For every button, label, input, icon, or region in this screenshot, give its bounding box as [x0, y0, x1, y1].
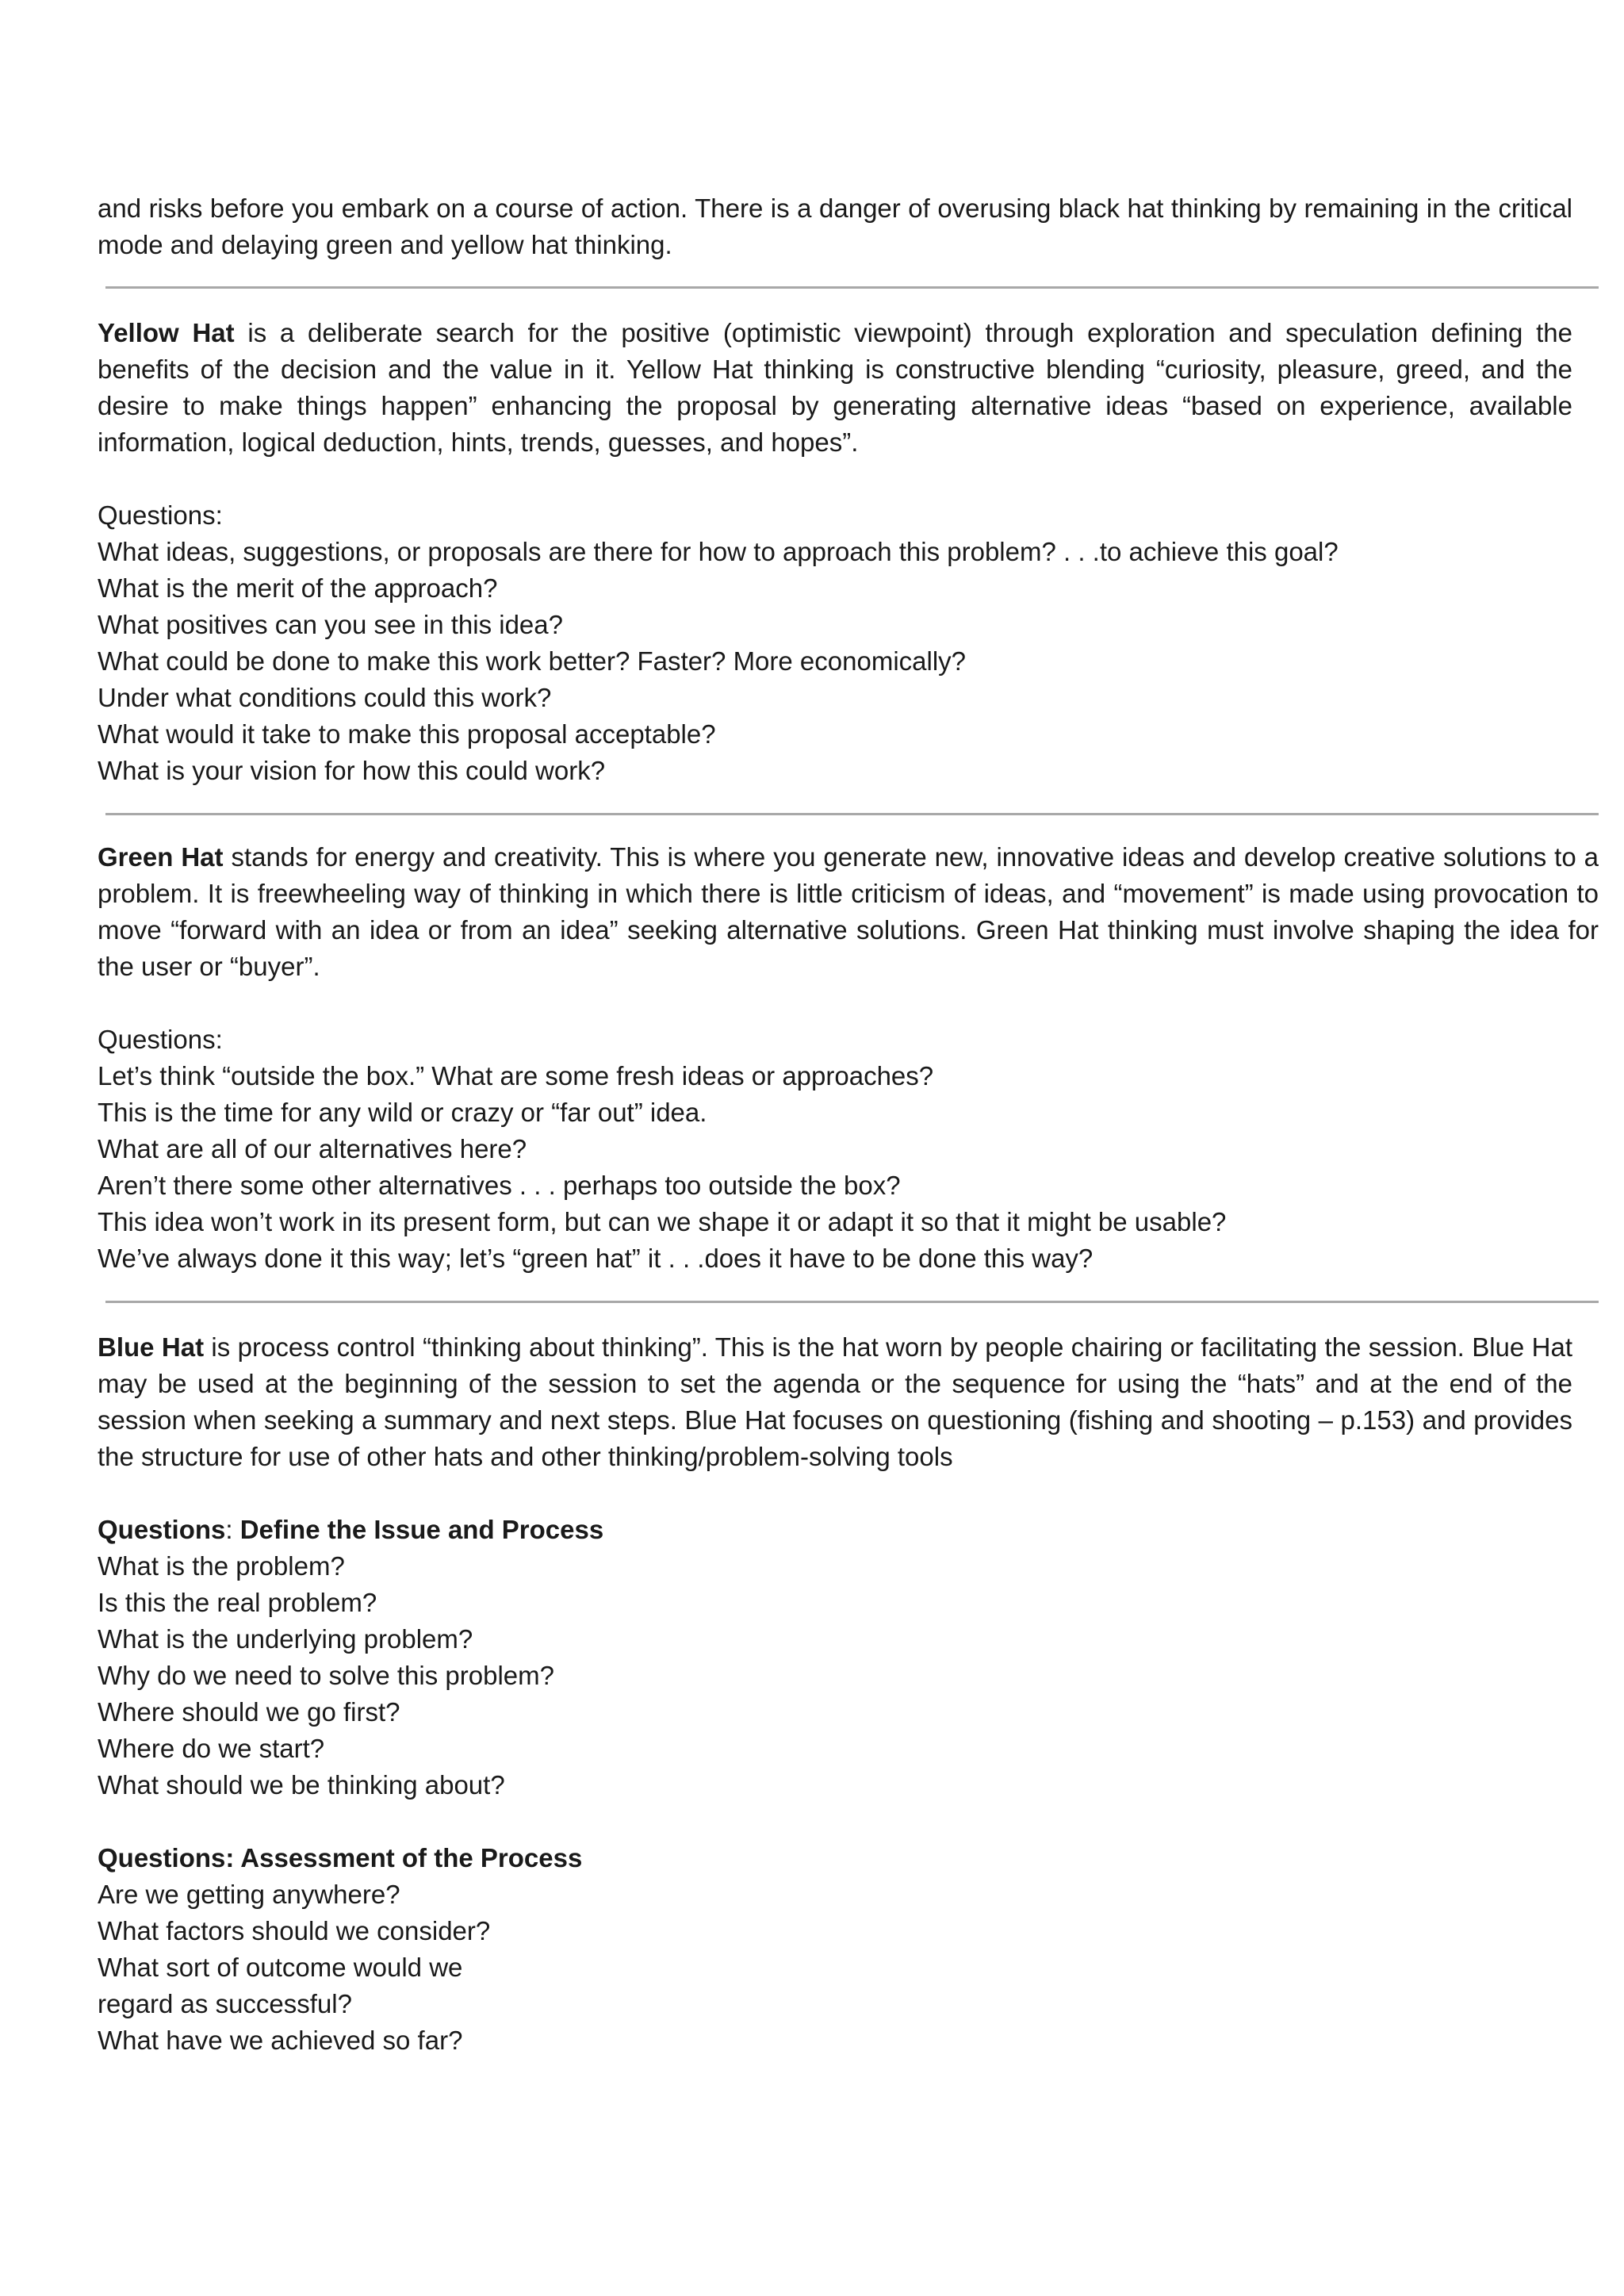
yellow-hat-description: is a deliberate search for the positive (optimistic viewpoint) through exploration and speculation defining the benefits of the decision and the value in it. Yellow Hat thinking is constructive blending “curiosity, pleasure, greed, and the desire to make things happen” enhancing the proposal by generating alternative ideas “based on experience, available information, logical deduction, hints, trends, guesses, and hopes”.: [98, 318, 1572, 457]
list-item: Where do we start?: [98, 1734, 325, 1763]
blue-hat-paragraph: [98, 1329, 1572, 1475]
list-item: This is the time for any wild or crazy or “far out” idea.: [98, 1098, 707, 1127]
list-item: What could be done to make this work better? Faster? More economically?: [98, 646, 967, 676]
section-divider: [105, 1301, 1599, 1303]
yellow-questions-list: [98, 534, 1572, 789]
section-divider: [105, 813, 1599, 815]
list-item: We’ve always done it this way; let’s “green hat” it . . .does it have to be done this way?: [98, 1244, 1094, 1273]
list-item: What sort of outcome would we: [98, 1953, 463, 1982]
list-item: What would it take to make this proposal acceptable?: [98, 719, 716, 749]
list-item: What ideas, suggestions, or proposals are there for how to approach this problem? . . .to achieve this goal?: [98, 537, 1339, 566]
list-item: What should we be thinking about?: [98, 1770, 505, 1800]
yellow-hat-paragraph: [98, 315, 1572, 461]
green-hat-term: Green Hat: [98, 842, 224, 872]
list-item: What is the problem?: [98, 1551, 345, 1581]
section-divider: [105, 286, 1599, 289]
blue-section1-heading: [98, 1512, 1572, 1548]
blue-section1-questions-list: [98, 1548, 1572, 1803]
blue-section2-questions-list: [98, 1876, 1572, 2059]
blue-hat-term: Blue Hat: [98, 1332, 205, 1362]
list-item: This idea won’t work in its present form, but can we shape it or adapt it so that it might be usable?: [98, 1207, 1227, 1236]
list-item: Are we getting anywhere?: [98, 1880, 400, 1909]
heading-separator: :: [225, 1515, 240, 1544]
list-item: What are all of our alternatives here?: [98, 1134, 527, 1163]
list-item: Let’s think “outside the box.” What are some fresh ideas or approaches?: [98, 1061, 934, 1091]
list-item: What have we achieved so far?: [98, 2026, 463, 2055]
list-item: Under what conditions could this work?: [98, 683, 552, 712]
green-questions-label: Questions:: [98, 1025, 223, 1054]
list-item: Aren’t there some other alternatives . . . perhaps too outside the box?: [98, 1171, 901, 1200]
list-item: What is the underlying problem?: [98, 1624, 473, 1654]
green-hat-paragraph: [98, 839, 1599, 985]
yellow-hat-term: Yellow Hat: [98, 318, 235, 347]
list-item: What is your vision for how this could work?: [98, 756, 606, 785]
section-title: Define the Issue and Process: [239, 1515, 604, 1544]
yellow-questions-label: Questions:: [98, 500, 223, 530]
list-item: What positives can you see in this idea?: [98, 610, 563, 639]
green-hat-description: stands for energy and creativity. This is where you generate new, innovative ideas and develop creative solutions to a problem. It is freewheeling way of thinking in which there is little criticism of ideas, and “movement” is made using provocation to move “forward with an idea or from an idea” seeking alternative solutions. Green Hat thinking must involve shaping the idea for the user or “buyer”.: [98, 842, 1599, 981]
list-item: Why do we need to solve this problem?: [98, 1661, 554, 1690]
blue-hat-description: is process control “thinking about thinking”. This is the hat worn by people chairing or facilitating the session. Blue Hat may be used at the beginning of the session to set the agenda or the sequence for using the “hats” and at the end of the session when seeking a summary and next steps. Blue Hat focuses on questioning (fishing and shooting – p.153) and provides the structure for use of other hats and other thinking/problem-solving tools: [98, 1332, 1572, 1471]
black-hat-paragraph-tail: and risks before you embark on a course of action. There is a danger of overusing black hat thinking by remaining in the critical mode and delaying green and yellow hat thinking.: [98, 194, 1572, 259]
section-title: Questions: Assessment of the Process: [98, 1843, 583, 1872]
list-item: What is the merit of the approach?: [98, 573, 498, 603]
document-page: [98, 190, 1599, 2059]
list-item: What factors should we consider?: [98, 1916, 491, 1945]
questions-label: Questions: [98, 1515, 226, 1544]
green-questions-list: [98, 1058, 1572, 1277]
list-item: Where should we go first?: [98, 1697, 400, 1727]
list-item: Is this the real problem?: [98, 1588, 377, 1617]
blue-section2-heading: [98, 1840, 1572, 1876]
list-item: regard as successful?: [98, 1989, 352, 2018]
